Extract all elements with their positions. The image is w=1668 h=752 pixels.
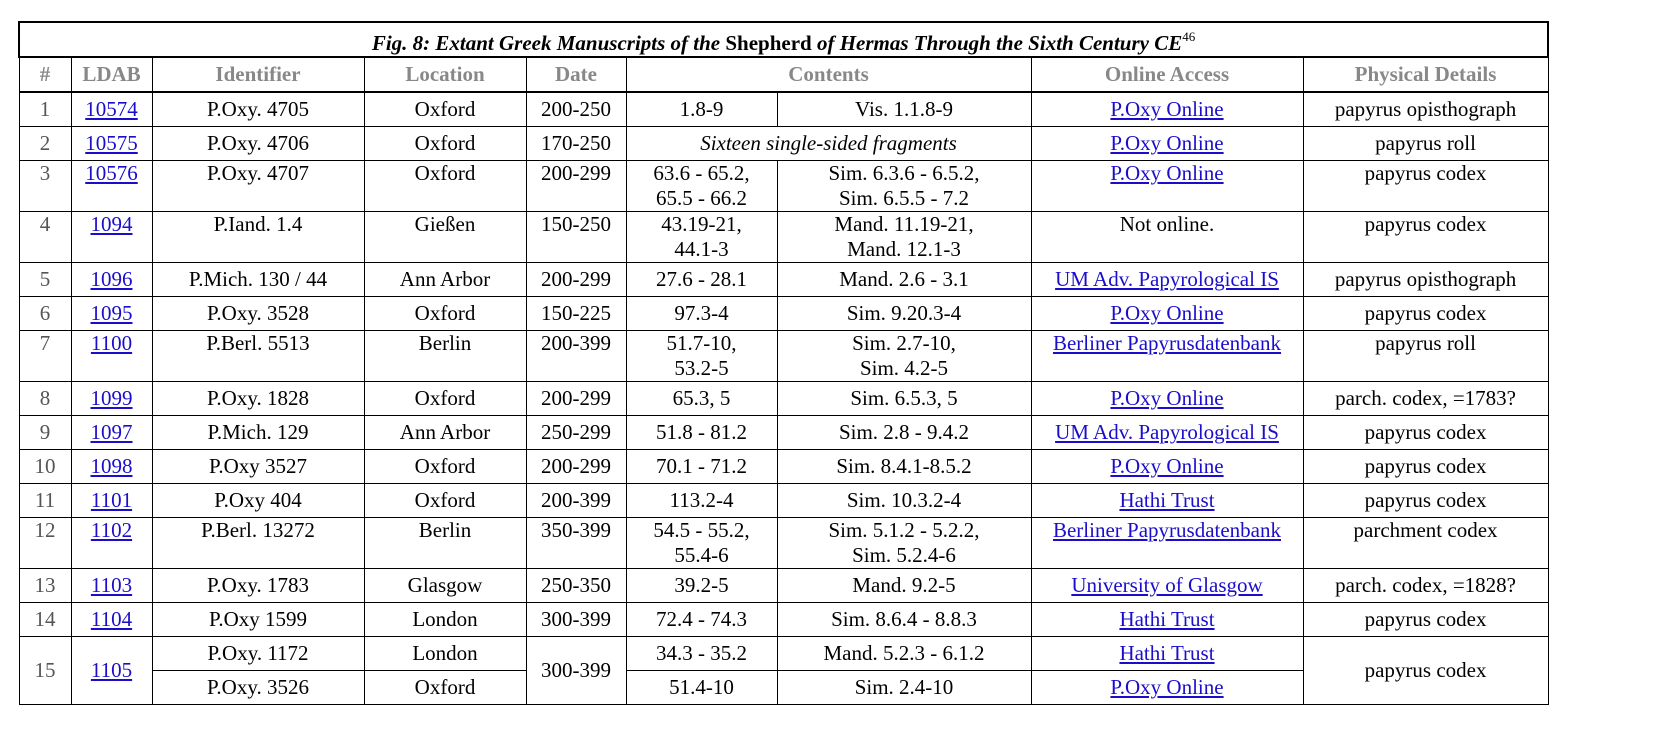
identifier-cell: P.Oxy 404: [152, 484, 364, 518]
chapter-cell: 51.4-10: [626, 671, 777, 705]
table-row: [19, 331, 1548, 382]
chapter-cell-line-1: 51.8 - 81.2: [656, 420, 747, 444]
header-physical-details: Physical Details: [1303, 57, 1548, 92]
ldab-link[interactable]: 10575: [85, 131, 138, 155]
ldab-link[interactable]: 1100: [90, 331, 133, 355]
ldab-link[interactable]: 1095: [90, 301, 133, 325]
online-access-cell: [1031, 92, 1303, 127]
chapter-cell: [626, 637, 777, 671]
reference-cell-line-1: Mand. 2.6 - 3.1: [839, 267, 969, 291]
location-cell: Glasgow: [364, 569, 526, 603]
location-cell: Oxford: [364, 484, 526, 518]
table-row: [19, 637, 1548, 671]
table-row: [19, 603, 1548, 637]
reference-cell-line-1: Mand. 11.19-21,: [834, 212, 974, 236]
location-cell: Oxford: [364, 127, 526, 161]
identifier-cell: P.Iand. 1.4: [152, 212, 364, 263]
online-access-cell: [1031, 603, 1303, 637]
table-row: [19, 416, 1548, 450]
online-access-cell: [1031, 518, 1303, 569]
online-access-link[interactable]: Berliner Papyrusdatenbank: [1052, 518, 1282, 542]
location-cell: London: [364, 637, 526, 671]
ldab-link[interactable]: 10576: [85, 161, 138, 185]
header-contents: Contents: [626, 57, 1031, 92]
ldab-link[interactable]: 1098: [90, 454, 133, 478]
reference-cell: [777, 297, 1031, 331]
physical-details-cell: papyrus opisthograph: [1303, 92, 1548, 127]
location-cell: Oxford: [364, 671, 526, 705]
online-access-cell: Not online.: [1031, 212, 1303, 263]
chapter-cell-line-2: 53.2-5: [674, 356, 729, 380]
identifier-cell: P.Oxy 1599: [152, 603, 364, 637]
online-access-link[interactable]: Hathi Trust: [1119, 488, 1215, 512]
reference-cell-line-2: Sim. 4.2-5: [859, 356, 949, 380]
ldab-cell: [71, 297, 152, 331]
date-cell: 200-299: [526, 382, 626, 416]
physical-details-cell: papyrus roll: [1303, 127, 1548, 161]
table-body: [19, 92, 1548, 705]
chapter-cell-line-1: 97.3-4: [674, 301, 729, 325]
chapter-cell-line-2: 55.4-6: [674, 543, 729, 567]
table-row: [19, 127, 1548, 161]
online-access-link[interactable]: P.Oxy Online: [1110, 131, 1224, 155]
table-row: [19, 382, 1548, 416]
date-cell: 200-299: [526, 450, 626, 484]
ldab-cell: [71, 569, 152, 603]
chapter-cell-line-2: 65.5 - 66.2: [656, 186, 747, 210]
date-cell: 250-350: [526, 569, 626, 603]
online-access-link[interactable]: Hathi Trust: [1119, 641, 1215, 665]
online-access-cell: [1031, 637, 1303, 671]
online-access-cell: [1031, 382, 1303, 416]
date-cell: 170-250: [526, 127, 626, 161]
location-cell: Berlin: [364, 518, 526, 569]
online-access-cell: [1031, 416, 1303, 450]
header-ldab: LDAB: [71, 57, 152, 92]
online-access-link[interactable]: Berliner Papyrusdatenbank: [1052, 331, 1282, 355]
date-cell: 250-299: [526, 416, 626, 450]
row-number: 6: [19, 297, 71, 331]
online-access-cell: [1031, 671, 1303, 705]
ldab-link[interactable]: 1102: [90, 518, 133, 542]
location-cell: Gießen: [364, 212, 526, 263]
reference-cell: [777, 263, 1031, 297]
row-number: 2: [19, 127, 71, 161]
date-cell: 200-250: [526, 92, 626, 127]
ldab-cell: [71, 416, 152, 450]
chapter-cell-line-1: 72.4 - 74.3: [656, 607, 747, 631]
chapter-cell: [626, 297, 777, 331]
location-cell: Ann Arbor: [364, 416, 526, 450]
row-number: 8: [19, 382, 71, 416]
chapter-cell: [626, 450, 777, 484]
chapter-cell: [626, 603, 777, 637]
online-access-link[interactable]: UM Adv. Papyrological IS: [1055, 420, 1279, 444]
chapter-cell-line-1: 113.2-4: [669, 488, 734, 512]
identifier-cell: P.Oxy. 1172: [152, 637, 364, 671]
reference-cell: [777, 603, 1031, 637]
location-cell: Oxford: [364, 161, 526, 212]
table-row: [19, 263, 1548, 297]
online-access-link[interactable]: Hathi Trust: [1119, 607, 1215, 631]
table-row: [19, 518, 1548, 569]
online-access-cell: [1031, 331, 1303, 382]
online-access-link[interactable]: P.Oxy Online: [1110, 161, 1224, 185]
table-row: [19, 92, 1548, 127]
physical-details-cell: papyrus opisthograph: [1303, 263, 1548, 297]
table-row: [19, 161, 1548, 212]
date-cell: 200-299: [526, 161, 626, 212]
chapter-cell: [626, 331, 777, 382]
ldab-link[interactable]: 1097: [90, 420, 133, 444]
physical-details-cell: papyrus codex: [1303, 484, 1548, 518]
online-access-link[interactable]: University of Glasgow: [1071, 573, 1263, 597]
reference-cell: [777, 161, 1031, 212]
chapter-cell: [626, 212, 777, 263]
table-row: [19, 450, 1548, 484]
reference-cell-line-1: Sim. 5.1.2 - 5.2.2,: [828, 518, 980, 542]
physical-details-cell: papyrus codex: [1303, 450, 1548, 484]
reference-cell: [777, 518, 1031, 569]
header-row: [19, 57, 1548, 92]
chapter-cell-line-2: 44.1-3: [674, 237, 729, 261]
ldab-cell: [71, 637, 152, 705]
location-cell: Oxford: [364, 92, 526, 127]
reference-cell: [777, 569, 1031, 603]
reference-cell-line-1: Sim. 10.3.2-4: [846, 488, 962, 512]
chapter-cell: [626, 263, 777, 297]
physical-details-cell: parchment codex: [1303, 518, 1548, 569]
row-number: 3: [19, 161, 71, 212]
ldab-link[interactable]: 1105: [90, 658, 133, 682]
chapter-cell: [626, 161, 777, 212]
row-number: 11: [19, 484, 71, 518]
online-access-cell: [1031, 297, 1303, 331]
reference-cell: [777, 484, 1031, 518]
reference-cell-line-1: Sim. 8.6.4 - 8.8.3: [831, 607, 977, 631]
reference-cell-line-1: Sim. 2.8 - 9.4.2: [838, 420, 970, 444]
row-number: 1: [19, 92, 71, 127]
chapter-cell-line-1: 70.1 - 71.2: [656, 454, 747, 478]
location-cell: Oxford: [364, 382, 526, 416]
table-row: [19, 484, 1548, 518]
online-access-cell: [1031, 127, 1303, 161]
identifier-cell: P.Oxy. 3528: [152, 297, 364, 331]
date-cell: 200-299: [526, 263, 626, 297]
ldab-cell: [71, 518, 152, 569]
row-number: 12: [19, 518, 71, 569]
ldab-link[interactable]: 1099: [90, 386, 133, 410]
location-cell: Oxford: [364, 297, 526, 331]
row-number: 14: [19, 603, 71, 637]
ldab-link[interactable]: 1101: [90, 488, 133, 512]
identifier-cell: P.Oxy. 1783: [152, 569, 364, 603]
online-access-link[interactable]: P.Oxy Online: [1110, 97, 1224, 121]
reference-cell-line-1: Vis. 1.1.8-9: [855, 97, 953, 121]
ldab-link[interactable]: 10574: [85, 97, 138, 121]
chapter-cell-line-1: 51.7-10,: [666, 331, 737, 355]
location-cell: Oxford: [364, 450, 526, 484]
chapter-cell-line-1: 27.6 - 28.1: [656, 267, 747, 291]
physical-details-cell: papyrus codex: [1303, 603, 1548, 637]
reference-cell-line-1: Sim. 8.4.1-8.5.2: [836, 454, 972, 478]
row-number: 10: [19, 450, 71, 484]
table-row: [19, 212, 1548, 263]
identifier-cell: P.Oxy. 1828: [152, 382, 364, 416]
date-cell: 150-225: [526, 297, 626, 331]
physical-details-cell: papyrus codex: [1303, 297, 1548, 331]
ldab-link[interactable]: 1104: [90, 607, 133, 631]
date-cell: 150-250: [526, 212, 626, 263]
identifier-cell: P.Mich. 130 / 44: [152, 263, 364, 297]
physical-details-cell: papyrus codex: [1303, 637, 1548, 705]
date-cell: 200-399: [526, 484, 626, 518]
manuscripts-table: [18, 21, 1549, 705]
reference-cell-line-1: Sim. 9.20.3-4: [846, 301, 962, 325]
identifier-cell: P.Berl. 13272: [152, 518, 364, 569]
ldab-cell: [71, 603, 152, 637]
location-cell: Ann Arbor: [364, 263, 526, 297]
identifier-cell: P.Mich. 129: [152, 416, 364, 450]
ldab-cell: [71, 92, 152, 127]
date-cell: 300-399: [526, 603, 626, 637]
reference-cell: [777, 416, 1031, 450]
header-identifier: Identifier: [152, 57, 364, 92]
ldab-cell: [71, 484, 152, 518]
header-location: Location: [364, 57, 526, 92]
table-row: [19, 569, 1548, 603]
chapter-cell-line-1: 39.2-5: [674, 573, 729, 597]
ldab-cell: [71, 127, 152, 161]
physical-details-cell: papyrus codex: [1303, 212, 1548, 263]
identifier-cell: P.Oxy. 3526: [152, 671, 364, 705]
chapter-cell: [626, 484, 777, 518]
reference-cell: [777, 450, 1031, 484]
physical-details-cell: parch. codex, =1828?: [1303, 569, 1548, 603]
reference-cell-line-1: Sim. 2.7-10,: [852, 331, 956, 355]
ldab-cell: [71, 331, 152, 382]
chapter-cell-line-1: 65.3, 5: [672, 386, 731, 410]
row-number: 4: [19, 212, 71, 263]
reference-cell: [777, 637, 1031, 671]
online-access-cell: [1031, 569, 1303, 603]
physical-details-cell: papyrus codex: [1303, 161, 1548, 212]
location-cell: Berlin: [364, 331, 526, 382]
reference-cell-line-1: Mand. 5.2.3 - 6.1.2: [823, 641, 985, 665]
online-access-link[interactable]: P.Oxy Online: [1110, 454, 1224, 478]
chapter-cell: [626, 518, 777, 569]
date-cell: 200-399: [526, 331, 626, 382]
work-title: Shepherd: [725, 30, 812, 55]
ldab-link[interactable]: 1094: [90, 212, 133, 236]
chapter-cell-line-1: 1.8-9: [679, 97, 724, 121]
chapter-cell: [626, 92, 777, 127]
row-number: 5: [19, 263, 71, 297]
row-number: 7: [19, 331, 71, 382]
ldab-cell: [71, 263, 152, 297]
online-access-cell: [1031, 161, 1303, 212]
row-number: 15: [19, 637, 71, 705]
row-number: 9: [19, 416, 71, 450]
identifier-cell: P.Berl. 5513: [152, 331, 364, 382]
online-access-link[interactable]: P.Oxy Online: [1110, 675, 1224, 699]
identifier-cell: P.Oxy. 4707: [152, 161, 364, 212]
reference-cell: [777, 382, 1031, 416]
table-caption: Fig. 8: Extant Greek Manuscripts of the Shepherd of Hermas Through the Sixth Century CE$^{46}$: [19, 22, 1548, 57]
reference-cell-line-2: Sim. 6.5.5 - 7.2: [838, 186, 970, 210]
chapter-cell: [626, 569, 777, 603]
ldab-link[interactable]: 1096: [90, 267, 133, 291]
physical-details-cell: papyrus roll: [1303, 331, 1548, 382]
reference-cell: [777, 331, 1031, 382]
reference-cell-line-1: Sim. 6.5.3, 5: [850, 386, 958, 410]
row-number: 13: [19, 569, 71, 603]
online-access-cell: [1031, 263, 1303, 297]
date-cell: 350-399: [526, 518, 626, 569]
chapter-cell-line-1: 63.6 - 65.2,: [653, 161, 750, 185]
reference-cell: Sim. 2.4-10: [777, 671, 1031, 705]
online-access-link[interactable]: P.Oxy Online: [1110, 386, 1224, 410]
header-date: Date: [526, 57, 626, 92]
reference-cell-line-1: Sim. 6.3.6 - 6.5.2,: [828, 161, 980, 185]
reference-cell: [777, 92, 1031, 127]
online-access-cell: [1031, 450, 1303, 484]
physical-details-cell: papyrus codex: [1303, 416, 1548, 450]
chapter-cell: [626, 382, 777, 416]
identifier-cell: P.Oxy. 4706: [152, 127, 364, 161]
chapter-cell-line-1: 43.19-21,: [661, 212, 742, 236]
physical-details-cell: parch. codex, =1783?: [1303, 382, 1548, 416]
footnote-marker[interactable]: 46: [1182, 28, 1196, 44]
ldab-cell: [71, 450, 152, 484]
header-online-access: Online Access: [1031, 57, 1303, 92]
reference-cell-line-2: Sim. 5.2.4-6: [852, 543, 956, 567]
reference-cell-line-1: Mand. 9.2-5: [852, 573, 956, 597]
identifier-cell: P.Oxy. 4705: [152, 92, 364, 127]
contents-note: Sixteen single-sided fragments: [626, 127, 1031, 161]
header-num: #: [19, 57, 71, 92]
reference-cell-line-2: Mand. 12.1-3: [847, 237, 961, 261]
online-access-link[interactable]: P.Oxy Online: [1110, 301, 1224, 325]
online-access-link[interactable]: UM Adv. Papyrological IS: [1055, 267, 1279, 291]
chapter-cell: [626, 416, 777, 450]
reference-cell: [777, 212, 1031, 263]
online-access-cell: [1031, 484, 1303, 518]
ldab-cell: [71, 161, 152, 212]
location-cell: London: [364, 603, 526, 637]
table-row: [19, 297, 1548, 331]
chapter-cell-line-1: 34.3 - 35.2: [656, 641, 747, 665]
chapter-cell-line-1: 54.5 - 55.2,: [653, 518, 750, 542]
identifier-cell: P.Oxy 3527: [152, 450, 364, 484]
ldab-cell: [71, 212, 152, 263]
ldab-cell: [71, 382, 152, 416]
ldab-link[interactable]: 1103: [90, 573, 133, 597]
date-cell: 300-399: [526, 637, 626, 705]
